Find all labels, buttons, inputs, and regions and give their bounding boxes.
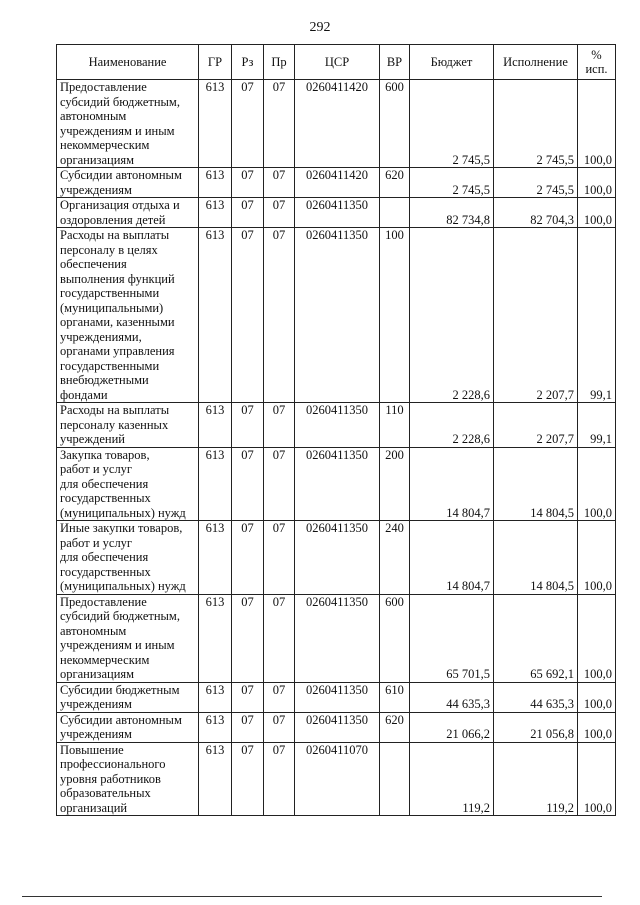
cell-pct: 100,0 (578, 80, 616, 168)
table-row (57, 712, 616, 742)
cell-gr: 613 (199, 228, 232, 403)
cell-name: Субсидии автономным учреждениям (57, 168, 199, 198)
table-row (57, 228, 616, 403)
cell-pr: 07 (264, 447, 295, 521)
cell-name: Иные закупки товаров, работ и услуг для обеспечения государственных (муниципальных) нужд (57, 521, 199, 595)
cell-rz: 07 (232, 403, 264, 448)
cell-budget: 44 635,3 (410, 682, 494, 712)
table-row (57, 521, 616, 595)
header-row (57, 45, 616, 80)
cell-pct: 100,0 (578, 198, 616, 228)
page-number: 292 (309, 20, 331, 35)
cell-gr: 613 (199, 742, 232, 816)
header-csr: ЦСР (295, 45, 380, 80)
table-row (57, 198, 616, 228)
cell-gr: 613 (199, 521, 232, 595)
cell-pct: 99,1 (578, 403, 616, 448)
cell-gr: 613 (199, 682, 232, 712)
cell-vr: 620 (380, 168, 410, 198)
cell-rz: 07 (232, 712, 264, 742)
cell-name: Расходы на выплаты персоналу в целях обеспечения выполнения функций государственными (муниципальными) органами, казенными учреждениями, органами управления государственными внебюджетными фондами (57, 228, 199, 403)
cell-pct: 100,0 (578, 447, 616, 521)
cell-gr: 613 (199, 447, 232, 521)
cell-csr: 0260411350 (295, 594, 380, 682)
table-row (57, 594, 616, 682)
cell-csr: 0260411350 (295, 198, 380, 228)
cell-execution: 21 056,8 (494, 712, 578, 742)
cell-vr (380, 198, 410, 228)
cell-pr: 07 (264, 403, 295, 448)
cell-vr: 240 (380, 521, 410, 595)
cell-name: Субсидии бюджетным учреждениям (57, 682, 199, 712)
cell-name: Повышение профессионального уровня работников образовательных организаций (57, 742, 199, 816)
cell-csr: 0260411350 (295, 447, 380, 521)
cell-name: Предоставление субсидий бюджетным, автономным учреждениям и иным некоммерческим организациям (57, 594, 199, 682)
table-row (57, 447, 616, 521)
cell-execution: 82 704,3 (494, 198, 578, 228)
cell-name: Закупка товаров, работ и услуг для обеспечения государственных (муниципальных) нужд (57, 447, 199, 521)
cell-rz: 07 (232, 447, 264, 521)
cell-pct: 100,0 (578, 712, 616, 742)
cell-csr: 0260411420 (295, 168, 380, 198)
cell-budget: 21 066,2 (410, 712, 494, 742)
bottom-rule (22, 896, 602, 897)
cell-csr: 0260411350 (295, 712, 380, 742)
cell-pr: 07 (264, 168, 295, 198)
cell-gr: 613 (199, 198, 232, 228)
cell-budget: 82 734,8 (410, 198, 494, 228)
cell-vr: 200 (380, 447, 410, 521)
cell-execution: 2 207,7 (494, 228, 578, 403)
cell-pr: 07 (264, 712, 295, 742)
cell-vr: 620 (380, 712, 410, 742)
cell-vr (380, 742, 410, 816)
cell-vr: 600 (380, 594, 410, 682)
cell-csr: 0260411350 (295, 682, 380, 712)
header-budget: Бюджет (410, 45, 494, 80)
cell-execution: 2 745,5 (494, 80, 578, 168)
cell-csr: 0260411070 (295, 742, 380, 816)
cell-pct: 100,0 (578, 594, 616, 682)
header-rz: Рз (232, 45, 264, 80)
cell-vr: 110 (380, 403, 410, 448)
cell-name: Расходы на выплаты персоналу казенных учреждений (57, 403, 199, 448)
table-row (57, 80, 616, 168)
table-row (57, 682, 616, 712)
cell-rz: 07 (232, 682, 264, 712)
cell-name: Субсидии автономным учреждениям (57, 712, 199, 742)
cell-pct: 100,0 (578, 682, 616, 712)
cell-execution: 14 804,5 (494, 521, 578, 595)
cell-execution: 44 635,3 (494, 682, 578, 712)
header-vr: ВР (380, 45, 410, 80)
cell-pct: 100,0 (578, 521, 616, 595)
cell-gr: 613 (199, 80, 232, 168)
cell-budget: 2 745,5 (410, 168, 494, 198)
cell-pr: 07 (264, 594, 295, 682)
cell-vr: 100 (380, 228, 410, 403)
budget-table (56, 44, 616, 816)
cell-pr: 07 (264, 228, 295, 403)
header-gr: ГР (199, 45, 232, 80)
cell-rz: 07 (232, 594, 264, 682)
cell-budget: 65 701,5 (410, 594, 494, 682)
table-row (57, 742, 616, 816)
cell-gr: 613 (199, 594, 232, 682)
cell-execution: 65 692,1 (494, 594, 578, 682)
cell-pr: 07 (264, 80, 295, 168)
cell-pct: 100,0 (578, 168, 616, 198)
table-row (57, 168, 616, 198)
cell-gr: 613 (199, 712, 232, 742)
cell-budget: 119,2 (410, 742, 494, 816)
cell-execution: 119,2 (494, 742, 578, 816)
cell-execution: 14 804,5 (494, 447, 578, 521)
cell-gr: 613 (199, 403, 232, 448)
cell-budget: 2 228,6 (410, 228, 494, 403)
cell-pr: 07 (264, 198, 295, 228)
cell-budget: 14 804,7 (410, 447, 494, 521)
header-pr: Пр (264, 45, 295, 80)
table-row (57, 403, 616, 448)
header-pct: % исп. (578, 45, 616, 80)
cell-budget: 14 804,7 (410, 521, 494, 595)
cell-csr: 0260411350 (295, 228, 380, 403)
cell-execution: 2 207,7 (494, 403, 578, 448)
cell-vr: 600 (380, 80, 410, 168)
cell-gr: 613 (199, 168, 232, 198)
cell-pct: 99,1 (578, 228, 616, 403)
cell-rz: 07 (232, 742, 264, 816)
cell-csr: 0260411350 (295, 403, 380, 448)
cell-pct: 100,0 (578, 742, 616, 816)
header-execution: Исполнение (494, 45, 578, 80)
cell-budget: 2 745,5 (410, 80, 494, 168)
cell-name: Предоставление субсидий бюджетным, автономным учреждениям и иным некоммерческим организациям (57, 80, 199, 168)
cell-csr: 0260411420 (295, 80, 380, 168)
cell-name: Организация отдыха и оздоровления детей (57, 198, 199, 228)
cell-vr: 610 (380, 682, 410, 712)
cell-csr: 0260411350 (295, 521, 380, 595)
cell-rz: 07 (232, 80, 264, 168)
cell-budget: 2 228,6 (410, 403, 494, 448)
cell-pr: 07 (264, 742, 295, 816)
cell-rz: 07 (232, 198, 264, 228)
cell-rz: 07 (232, 168, 264, 198)
cell-pr: 07 (264, 521, 295, 595)
cell-pr: 07 (264, 682, 295, 712)
header-name: Наименование (57, 45, 199, 80)
cell-execution: 2 745,5 (494, 168, 578, 198)
cell-rz: 07 (232, 521, 264, 595)
cell-rz: 07 (232, 228, 264, 403)
